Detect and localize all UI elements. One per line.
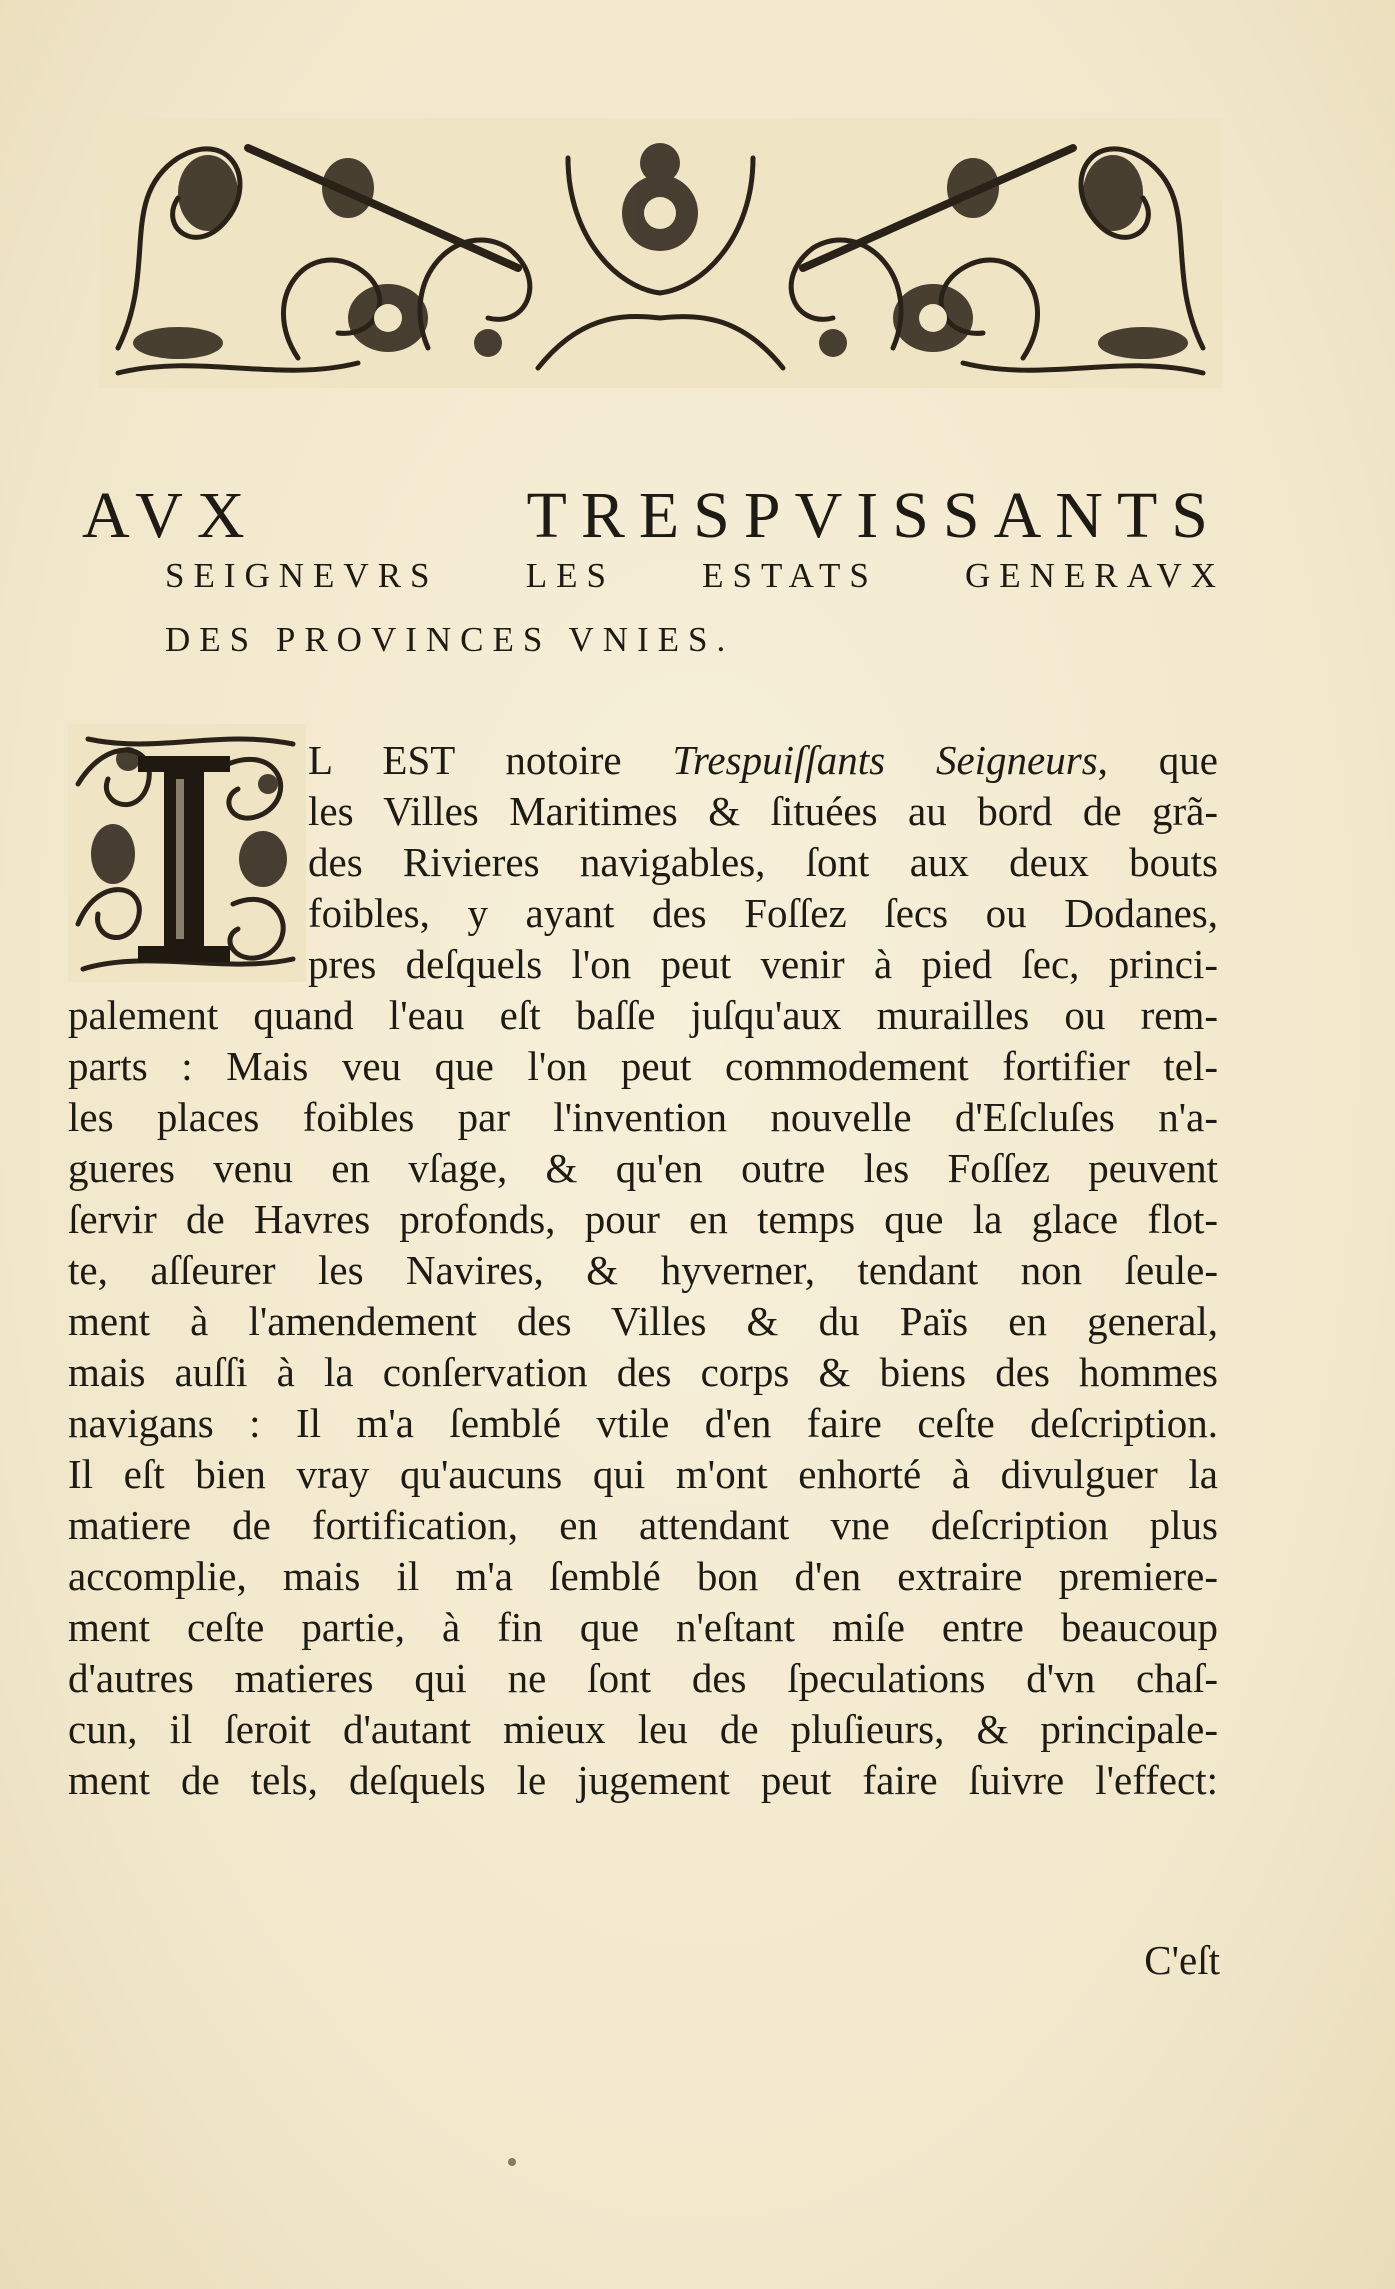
body-line-14: navigans : Il m'a ſemblé vtile d'en faire ceſte deſcription. (68, 1400, 1218, 1446)
body-line-7: parts : Mais veu que l'on peut commodement fortifier tel- (68, 1043, 1218, 1089)
body-line-2: les Villes Maritimes & ſituées au bord de grã- (308, 788, 1218, 834)
ink-speck (508, 2158, 516, 2166)
title-line-2: SEIGNEVRS LES ESTATS GENERAVX (165, 556, 1225, 595)
body-line-18: ment ceſte partie, à fin que n'eſtant miſe entre beaucoup (68, 1604, 1218, 1650)
body-line-11: te, aſſeurer les Navires, & hyverner, tendant non ſeule- (68, 1247, 1218, 1293)
catchword: C'eſt (1144, 1937, 1220, 1983)
decorated-initial-i (68, 724, 306, 982)
body-line-16: matiere de fortification, en attendant vne deſcription plus (68, 1502, 1218, 1548)
body-line-17: accomplie, mais il m'a ſemblé bon d'en extraire premiere- (68, 1553, 1218, 1599)
body-line-15: Il eſt bien vray qu'aucuns qui m'ont enhorté à divulguer la (68, 1451, 1218, 1497)
body-line-5: pres deſquels l'on peut venir à pied ſec, princi- (308, 941, 1218, 987)
body-line-13: mais auſſi à la conſervation des corps & biens des hommes (68, 1349, 1218, 1395)
body-line-1-pre: L EST notoire (308, 737, 673, 783)
body-line-21: ment de tels, deſquels le jugement peut faire ſuivre l'effect: (68, 1757, 1218, 1803)
body-line-3: des Rivieres navigables, ſont aux deux bouts (308, 839, 1218, 885)
body-line-6: palement quand l'eau eſt baſſe juſqu'aux murailles ou rem- (68, 992, 1218, 1038)
ornamental-headpiece (98, 118, 1223, 388)
body-line-19: d'autres matieres qui ne ſont des ſpeculations d'vn chaſ- (68, 1655, 1218, 1701)
body-line-12: ment à l'amendement des Villes & du Païs en general, (68, 1298, 1218, 1344)
body-line-9: gueres venu en vſage, & qu'en outre les Foſſez peuvent (68, 1145, 1218, 1191)
body-line-1-post: , que (1097, 737, 1218, 783)
body-line-10: ſervir de Havres profonds, pour en temps que la glace flot- (68, 1196, 1218, 1242)
body-line-1 (308, 736, 1218, 784)
body-line-8: les places foibles par l'invention nouvelle d'Eſcluſes n'a- (68, 1094, 1218, 1140)
title-line-3: DES PROVINCES VNIES. (165, 620, 735, 659)
body-line-20: cun, il ſeroit d'autant mieux leu de pluſieurs, & principale- (68, 1706, 1218, 1752)
address-phrase: Trespuiſſants Seigneurs (672, 737, 1098, 783)
body-line-4: foibles, y ayant des Foſſez ſecs ou Dodanes, (308, 890, 1218, 936)
title-line-1: AVX TRESPVISSANTS (82, 479, 1222, 552)
